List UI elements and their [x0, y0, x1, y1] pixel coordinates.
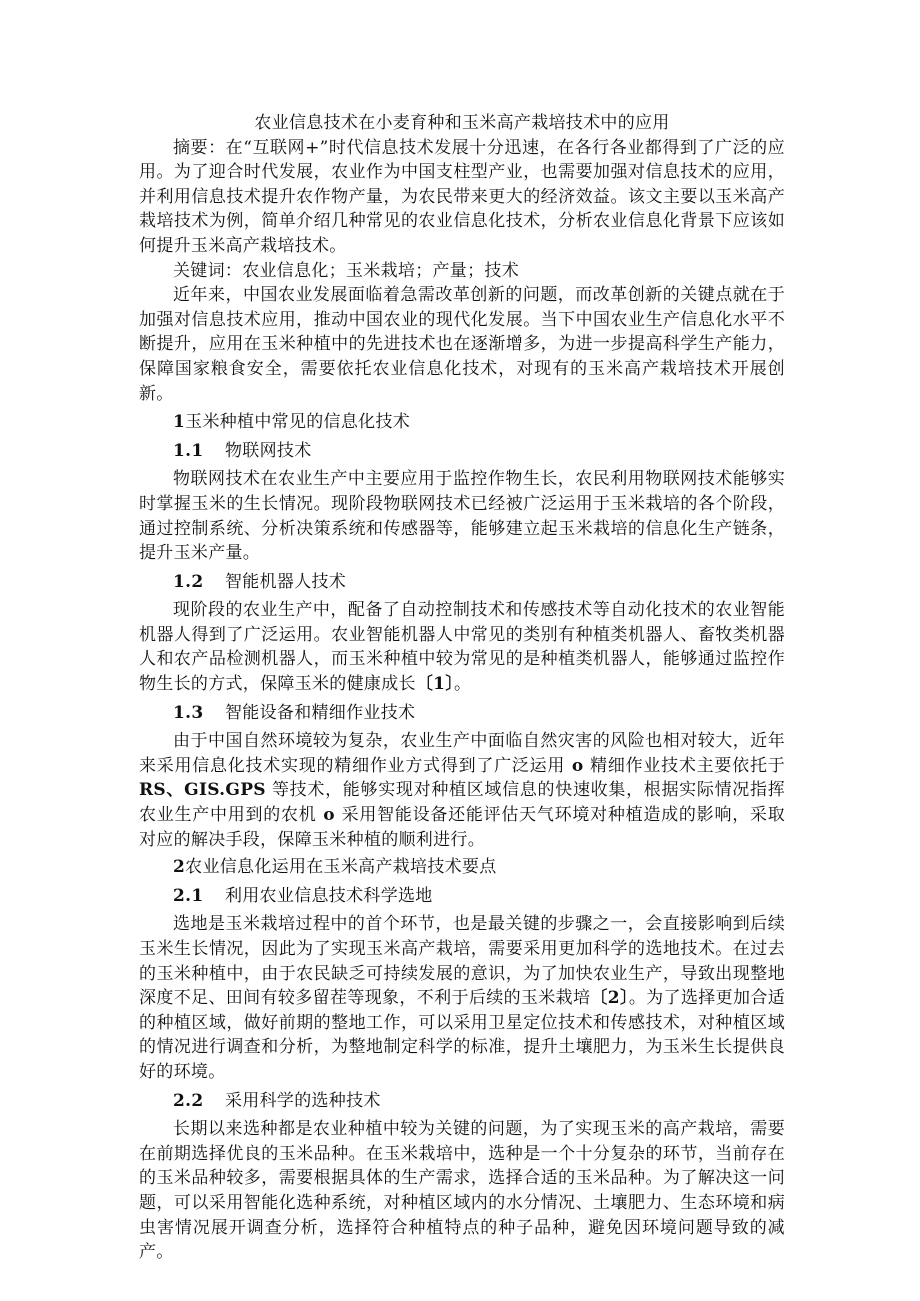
section-1-2-number: 1.2	[173, 571, 204, 592]
section-1-2-tail: 。	[454, 674, 472, 695]
document-page	[139, 111, 785, 1265]
section-2-2-body: 长期以来选种都是农业种植中较为关键的问题，为了实现玉米的高产栽培，需要在前期选择优良的玉米品种。在玉米栽培中，选种是一个十分复杂的环节，当前存在的玉米品种较多，需要根据具体的生产需求，选择合适的玉米品种。为了解决这一问题，可以采用智能化选种系统，对种植区域内的水分情况、土壤肥力、生态环境和病虫害情况展开调查分析，选择符合种植特点的种子品种，避免因环境问题导致的减产。	[139, 1119, 785, 1263]
section-2-2-heading	[139, 1089, 785, 1114]
citation-1: 〔1〕	[415, 674, 455, 695]
section-2-2-number: 2.2	[173, 1090, 204, 1111]
abstract-paragraph: 摘要：在“互联网+”时代信息技术发展十分迅速，在各行各业都得到了广泛的应用。为了迎合时代发展，农业作为中国支柱型产业，也需要加强对信息技术的应用，并利用信息技术提升农作物产量，为农民带来更大的经济效益。该文主要以玉米高产栽培技术为例，简单介绍几种常见的农业信息化技术，分析农业信息化背景下应该如何提升玉米高产栽培技术。	[139, 137, 785, 256]
ocr-artifact-o-2: o	[316, 805, 342, 826]
section-1-2-text: 现阶段的农业生产中，配备了自动控制技术和传感技术等自动化技术的农业智能机器人得到了广泛运用。农业智能机器人中常见的类别有种植类机器人、畜牧类机器人和农产品检测机器人，而玉米种植中较为常见的是种植类机器人，能够通过监控作物生长的方式，保障玉米的健康成长	[139, 600, 785, 695]
section-1-3-heading	[139, 701, 785, 726]
section-2-1-title: 利用农业信息技术科学选地	[225, 885, 433, 906]
section-2-1-text-a: 选地是玉米栽培过程中的首个环节，也是最关键的步骤之一，会直接影响到后续玉米生长情况，因此为了实现玉米高产栽培，需要采用更加科学的选地技术。在过去的玉米种植中，由于农民缺乏可持续发展的意识，为了加快农业生产，导致出现整地深度不足、田间有较多留茬等现象，不利于后续的玉米栽培	[139, 914, 785, 1009]
section-2-heading	[139, 855, 785, 880]
section-1-1-number: 1.1	[173, 440, 204, 461]
section-1-number: 1	[173, 412, 186, 433]
section-2-1-text-b: 。为了选择更加合适的种植区域，做好前期的整地工作，可以采用卫星定位技术和传感技术，对种植区域的情况进行调查和分析，为整地制定科学的标准，提升土壤肥力，为玉米生长提供良好的环境。	[139, 988, 785, 1082]
term-rs: RS、	[139, 780, 185, 801]
section-1-3-text-c: 等技术，能够实现对种植区域信息的快速收集，根据实际情况指挥农业生产中用到的农机	[139, 780, 785, 826]
section-1-3-title: 智能设备和精细作业技术	[225, 702, 416, 723]
intro-paragraph: 近年来，中国农业发展面临着急需改革创新的问题，而改革创新的关键点就在于加强对信息技术应用，推动中国农业的现代化发展。当下中国农业生产信息化水平不断提升，应用在玉米种植中的先进技术也在逐渐增多，为进一步提高科学生产能力，保障国家粮食安全，需要依托农业信息化技术，对现有的玉米高产栽培技术开展创新。	[139, 285, 785, 404]
section-1-3-body	[139, 729, 785, 852]
section-1-3-text-b: 精细作业技术主要依托于	[590, 755, 785, 776]
section-1-2-body	[139, 598, 785, 696]
section-1-title: 玉米种植中常见的信息化技术	[185, 412, 411, 433]
section-2-1-heading	[139, 884, 785, 909]
section-2-number: 2	[173, 857, 186, 878]
ocr-artifact-o-1: o	[565, 755, 591, 776]
section-1-3-number: 1.3	[173, 702, 204, 723]
section-1-2-title: 智能机器人技术	[225, 571, 347, 592]
section-2-title: 农业信息化运用在玉米高产栽培技术要点	[185, 857, 497, 878]
keywords-paragraph: 关键词：农业信息化；玉米栽培；产量；技术	[173, 260, 519, 281]
section-2-1-number: 2.1	[173, 885, 204, 906]
section-1-1-body: 物联网技术在农业生产中主要应用于监控作物生长，农民利用物联网技术能够实时掌握玉米的生长情况。现阶段物联网技术已经被广泛运用于玉米栽培的各个阶段，通过控制系统、分析决策系统和传感器等，能够建立起玉米栽培的信息化生产链条，提升玉米产量。	[139, 469, 785, 564]
document-title: 农业信息技术在小麦育种和玉米高产栽培技术中的应用	[254, 113, 670, 133]
section-1-3-text-a: 由于中国自然环境较为复杂，农业生产中面临自然灾害的风险也相对较大，近年来采用信息化技术实现的精细作业方式得到了广泛运用	[139, 731, 785, 776]
section-2-2-title: 采用科学的选种技术	[225, 1090, 381, 1111]
section-1-1-heading	[139, 439, 785, 464]
section-1-1-title: 物联网技术	[225, 440, 312, 461]
term-gis-gps: GIS.GPS	[184, 780, 266, 801]
section-1-3-text-d: 采用智能设备还能评估天气环境对种植造成的影响，采取对应的解决手段，保障玉米种植的顺利进行。	[139, 805, 786, 850]
citation-2: 〔2〕	[590, 988, 629, 1009]
section-2-1-body	[139, 912, 785, 1084]
section-1-2-heading	[139, 570, 785, 595]
section-1-heading	[139, 410, 785, 435]
